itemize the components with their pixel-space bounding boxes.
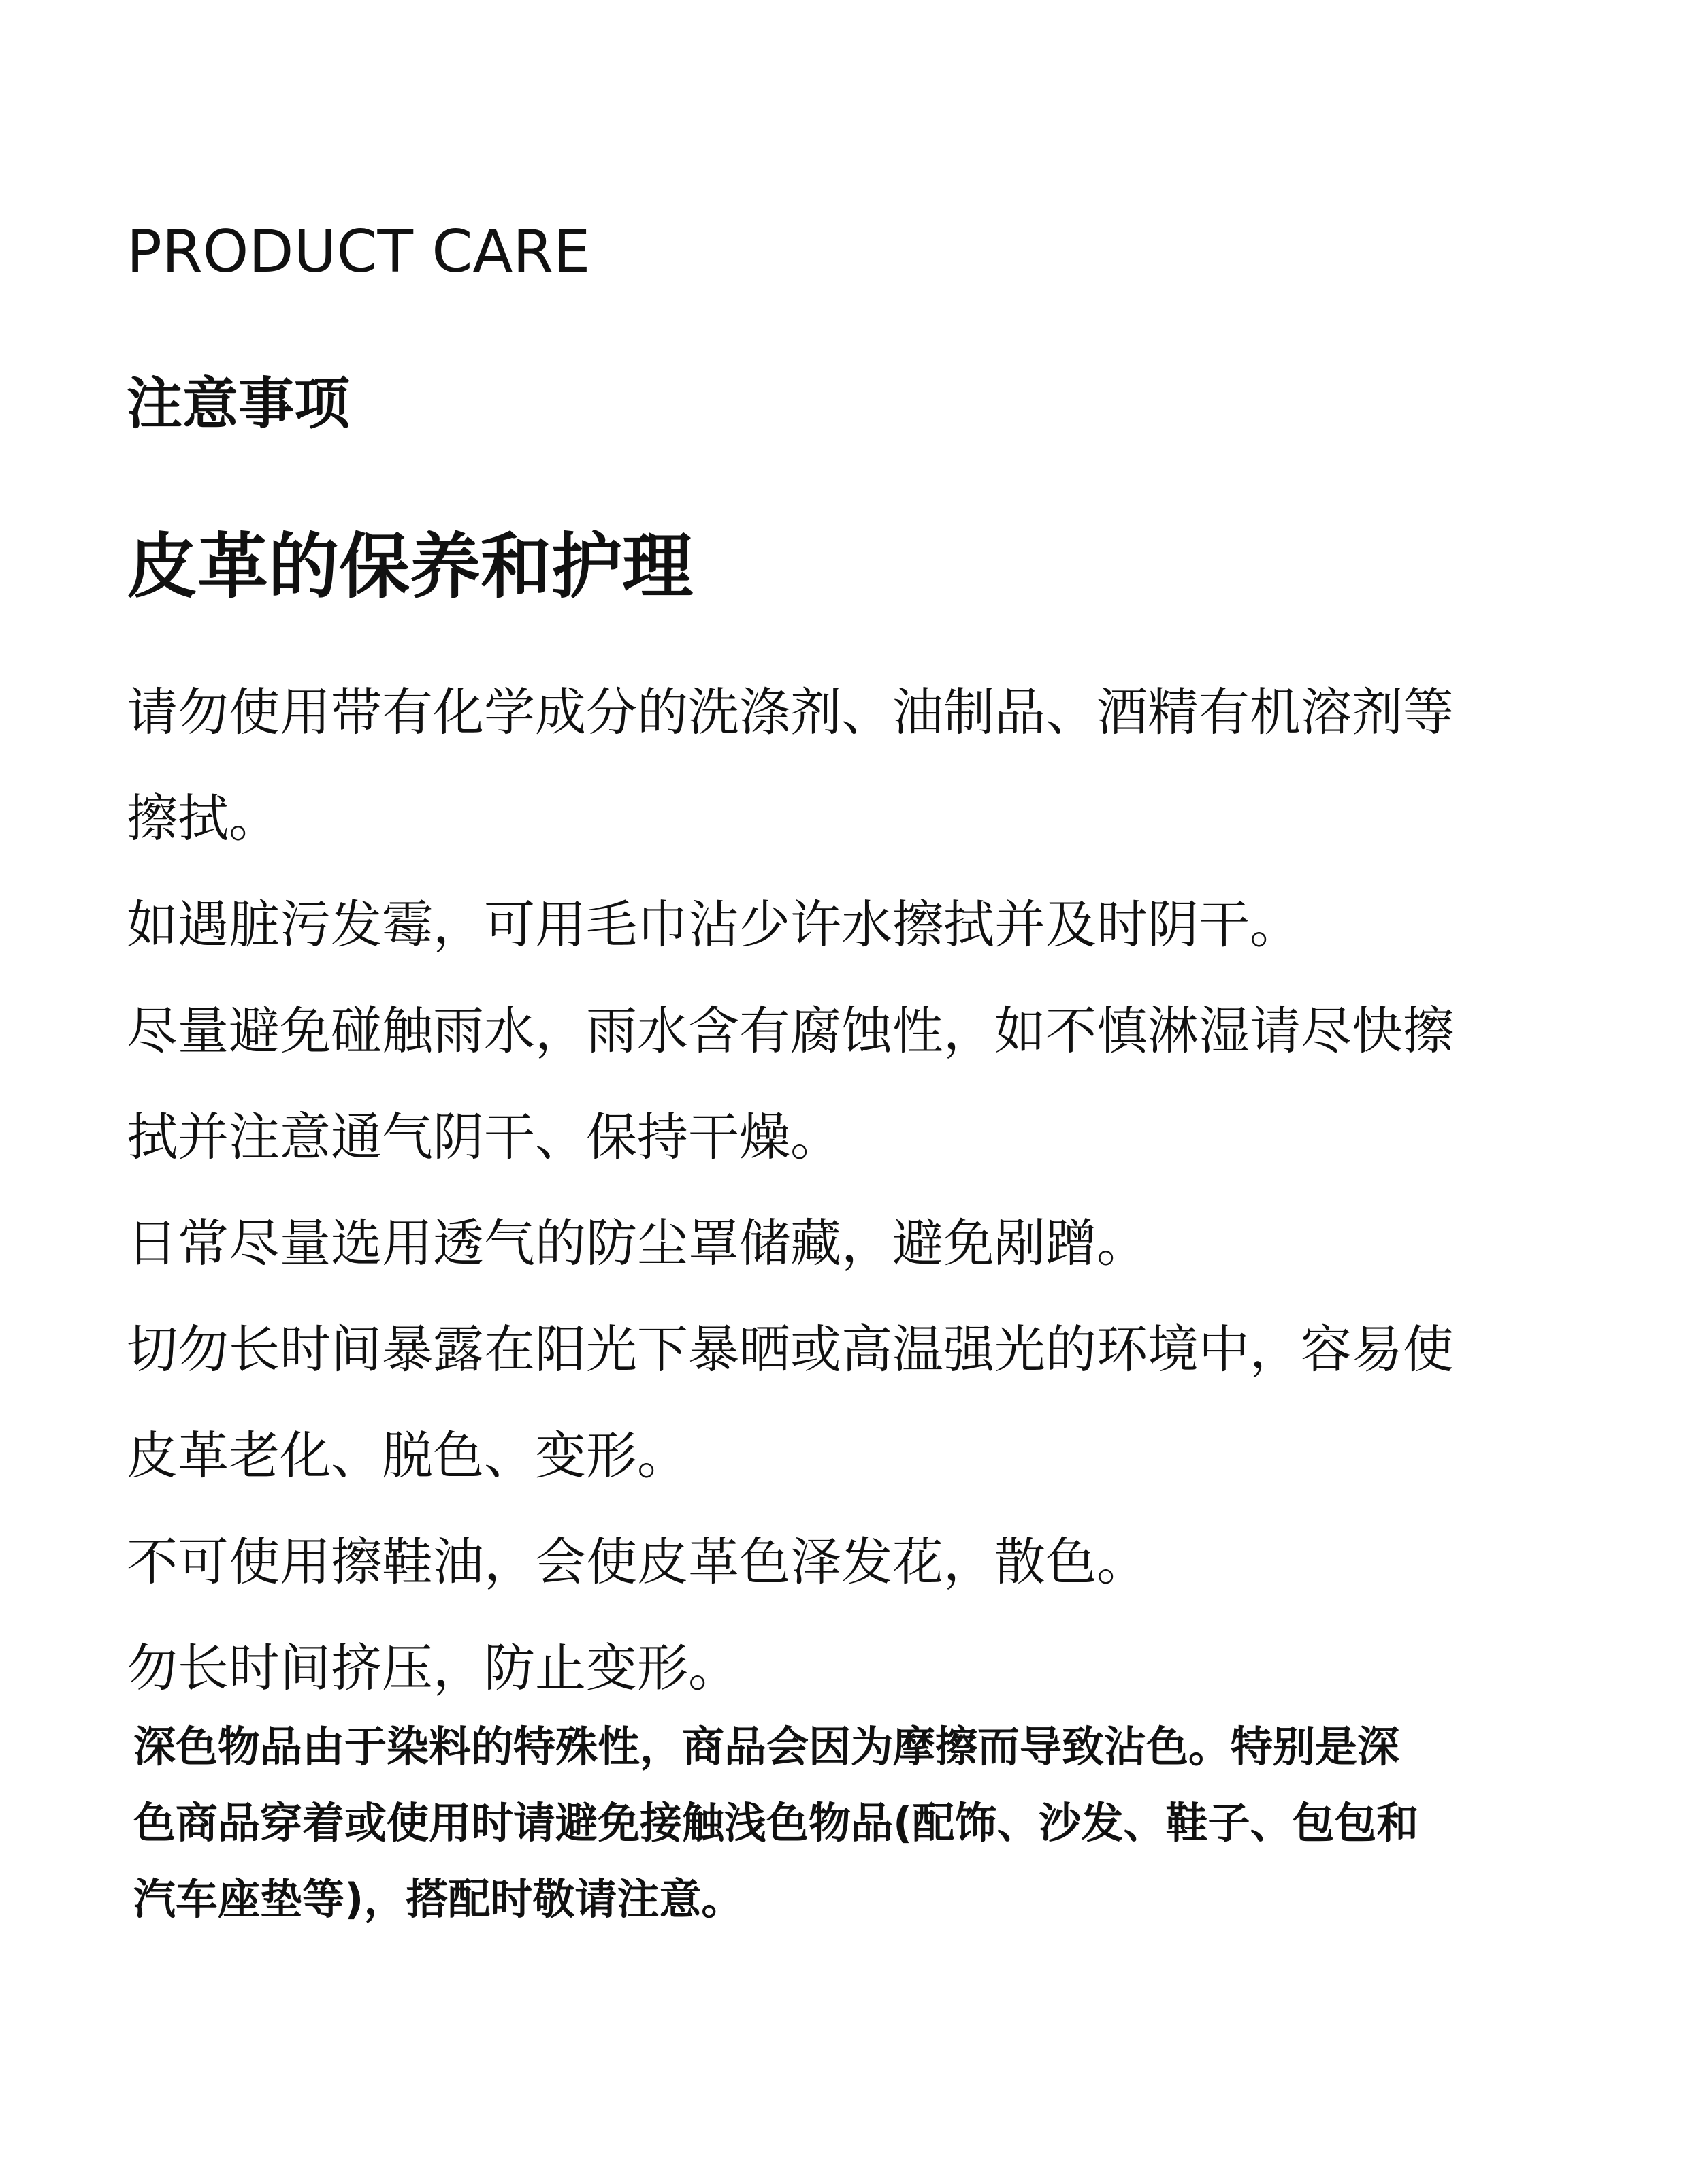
instruction-line: 皮革老化、脱色、变形。 — [127, 1426, 689, 1486]
instruction-line: 请勿使用带有化学成分的洗涤剂、油制品、酒精有机溶剂等 — [127, 682, 1455, 742]
note-line: 深色物品由于染料的特殊性，商品会因为摩擦而导致沾色。特别是深 — [133, 1722, 1400, 1771]
instruction-line: 尽量避免碰触雨水，雨水含有腐蚀性，如不慎淋湿请尽快擦 — [127, 1001, 1455, 1061]
note-line: 汽车座垫等)，搭配时敬请注意。 — [133, 1874, 744, 1924]
note-line: 色商品穿着或使用时请避免接触浅色物品(配饰、沙发、鞋子、包包和 — [133, 1798, 1419, 1848]
instruction-line: 日常尽量选用透气的防尘罩储藏，避免剐蹭。 — [127, 1213, 1148, 1273]
instruction-line: 拭并注意通气阴干、保持干燥。 — [127, 1107, 842, 1167]
instruction-line: 切勿长时间暴露在阳光下暴晒或高温强光的环境中，容易使 — [127, 1319, 1455, 1379]
leather-care-title: 皮革的保养和护理 — [127, 525, 694, 608]
dark-color-note — [133, 1709, 1556, 1938]
instruction-line: 擦拭。 — [127, 788, 280, 848]
instruction-line: 勿长时间挤压，防止变形。 — [127, 1638, 740, 1698]
instruction-line: 如遇脏污发霉，可用毛巾沾少许水擦拭并及时阴干。 — [127, 895, 1301, 954]
product-care-heading: PRODUCT CARE — [127, 218, 591, 286]
notes-heading: 注意事项 — [127, 372, 351, 436]
instruction-line: 不可使用擦鞋油，会使皮革色泽发花，散色。 — [127, 1532, 1148, 1592]
leather-care-instructions — [127, 659, 1542, 1721]
